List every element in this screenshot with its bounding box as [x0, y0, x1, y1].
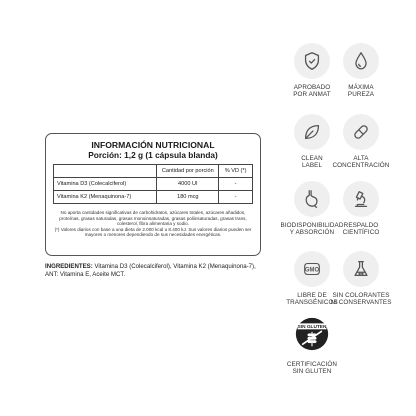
table-header-cell: Cantidad por porción [157, 165, 219, 178]
badge-circle [343, 114, 379, 150]
ingredients-list: Vitamina D3 (Colecalciferol), Vitamina K2 (Menaquinona-7), ANT: Vitamina E, Aceite MCT. [45, 263, 256, 278]
badge-respaldo-cientifico [321, 181, 401, 237]
nutrient-name: Vitamina D3 (Colecalciferol) [54, 178, 157, 191]
nutrition-table [53, 164, 253, 204]
nutrient-amount: 180 mcg [157, 191, 219, 204]
table-header-cell [54, 165, 157, 178]
badge-circle [343, 181, 379, 217]
gluten-free-seal-icon [295, 317, 329, 351]
badge-pureza [321, 43, 401, 99]
nutrient-name: Vitamina K2 (Menaquinona-7) [54, 191, 157, 204]
microscope-icon [350, 188, 372, 210]
ingredients-text [45, 263, 267, 279]
capsule-icon [350, 121, 372, 143]
shield-check-icon [301, 50, 323, 72]
flask-icon [350, 258, 372, 280]
serving-size: Porción: 1,2 g (1 cápsula blanda) [88, 150, 218, 160]
badge-label: BIODISPONIBILIDAD Y ABSORCIÓN [280, 222, 344, 237]
table-row [54, 191, 253, 204]
nutrition-notes [53, 210, 253, 238]
badge-circle [343, 43, 379, 79]
drop-icon [350, 50, 372, 72]
svg-text:SIN GLUTEN: SIN GLUTEN [297, 325, 327, 331]
nutrition-footnote: (*) Valores diarios con base a una dieta de 2.000 kcal u 8.400 kJ. Sus valores diarios pueden ser mayores o menores dependiendo de sus necesidades energéticas. [54, 226, 252, 238]
badge-label: ALTA CONCENTRACIÓN [332, 155, 390, 170]
nutrition-facts-panel [45, 133, 261, 256]
badge-sin-gluten [272, 317, 352, 376]
nutrition-note: No aporta cantidades significativas de carbohidratos, azúcares totales, azúcares añadidos, proteínas, grasas saturadas, grasas monoinsaturadas, grasas poliinsaturadas, grasas trans, colesterol, fibra alimentaria y sodio. [59, 210, 247, 227]
badge-label: RESPALDO CIENTÍFICO [342, 222, 380, 237]
nutrient-dv: - [219, 191, 253, 204]
badge-circle [343, 251, 379, 287]
badge-label: MÁXIMA PUREZA [347, 84, 375, 99]
badge-concentracion [321, 114, 401, 170]
table-row [54, 178, 253, 191]
badge-label: CERTIFICACIÓN SIN GLUTEN [286, 361, 338, 376]
nutrition-title: INFORMACIÓN NUTRICIONAL [91, 140, 215, 150]
badge-sin-colorantes [321, 251, 401, 307]
ingredients-label: INGREDIENTES: [45, 263, 93, 270]
svg-text:GMO: GMO [304, 267, 320, 274]
nutrient-amount: 4000 UI [157, 178, 219, 191]
badge-label: APROBADO POR ANMAT [293, 84, 331, 99]
table-header-cell: % VD (*) [219, 165, 253, 178]
table-header-row [54, 165, 253, 178]
gmo-icon [301, 258, 323, 280]
stomach-icon [301, 188, 323, 210]
badge-label: SIN COLORANTES NI CONSERVANTES [330, 292, 392, 307]
nutrient-dv: - [219, 178, 253, 191]
badge-label: LIBRE DE TRANSGÉNICOS [286, 292, 338, 307]
badge-label: CLEAN LABEL [301, 155, 323, 170]
leaf-icon [301, 121, 323, 143]
